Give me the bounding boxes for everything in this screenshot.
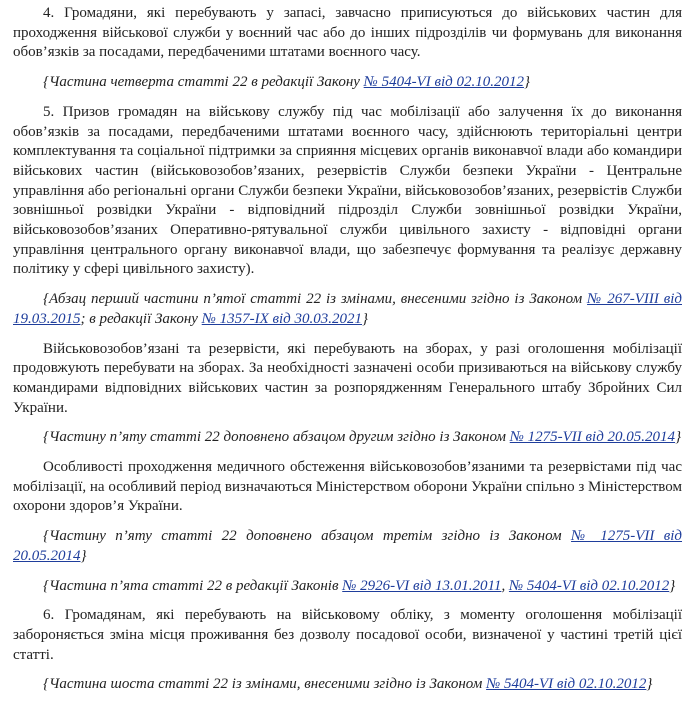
paragraph-part-5: 5. Призов громадян на військову службу під час мобілізації або залучення їх до виконання обов’язків за посадами, передбаченими штатами воєнного часу, здійснюють територіальні центри комплектування та соціальної підтримки за сприяння місцевих органів виконавчої влади або командири військових частин (військовозобов’язаних, резервістів Служби безпеки України - Центральне управління або регіональні органи Служби безпеки України, військовозобов’язаних, резервістів Служби зовнішньої розвідки України - відповідний підрозділ Служби зовнішньої розвідки України, військовозобов’язаних Оперативно-рятувальної служби цивільного захисту - відповідні органи управління центрального органу виконавчої влади, що забезпечує формування та реалізує державну політику у сфері цивільного захисту). bbox=[13, 103, 682, 278]
law-link[interactable]: № 5404-VI від 02.10.2012 bbox=[363, 74, 524, 91]
note-close: } bbox=[80, 547, 87, 564]
paragraph-part-4: 4. Громадяни, які перебувають у запасі, завчасно приписуються до військових частин для проходження військової служби у воєнний час або до інших підрозділів чи формувань для виконання обов’язків за посадами, передбаченими штатами воєнного часу. bbox=[13, 5, 682, 61]
note-close: } bbox=[669, 577, 676, 594]
paragraph-part-5-second: Військовозобов’язані та резервісти, які перебувають на зборах, у разі оголошення мобілізації продовжують перебувати на зборах. За необхідності зазначені особи призиваються на військову службу командирами відповідних військових частин за розпорядженням Генерального штабу Збройних Сил України. bbox=[13, 340, 682, 416]
amendment-note bbox=[13, 577, 682, 597]
note-text: , bbox=[501, 577, 509, 594]
note-text: ; в редакції Закону bbox=[80, 310, 202, 327]
note-close: } bbox=[675, 429, 682, 446]
law-link[interactable]: № 267-VIII від 19.03.2015 bbox=[13, 291, 682, 327]
note-close: } bbox=[646, 676, 653, 693]
paragraph-part-6: 6. Громадянам, які перебувають на військовому обліку, з моменту оголошення мобілізації забороняється зміна місця проживання без дозволу посадової особи, визначеної у частині третій цієї статті. bbox=[13, 607, 682, 663]
paragraph-part-5-third: Особливості проходження медичного обстеження військовозобов’язаними та резервістами під час мобілізації, на особливий період визначаються Міністерством оборони України спільно з Міністерством охорони здоров’я України. bbox=[13, 459, 682, 515]
amendment-note bbox=[13, 290, 682, 329]
law-link[interactable]: № 1357-IX від 30.03.2021 bbox=[201, 310, 363, 327]
note-text: {Частину п’яту статті 22 доповнено абзацом третім згідно із Законом bbox=[43, 528, 572, 545]
note-text: {Частина шоста статті 22 із змінами, внесеними згідно із Законом bbox=[43, 676, 487, 693]
note-close: } bbox=[362, 310, 369, 327]
law-link[interactable]: № 2926-VI від 13.01.2011 bbox=[342, 577, 502, 594]
law-link[interactable]: № 5404-VI від 02.10.2012 bbox=[508, 577, 670, 594]
note-text: {Частину п’яту статті 22 доповнено абзацом другим згідно із Законом bbox=[43, 429, 510, 446]
law-link[interactable]: № 1275-VII від 20.05.2014 bbox=[509, 429, 676, 446]
note-text: {Частина п’ята статті 22 в редакції Законів bbox=[43, 577, 343, 594]
amendment-note bbox=[13, 527, 682, 566]
note-text: {Абзац перший частини п’ятої статті 22 із змінами, внесеними згідно із Законом bbox=[43, 291, 588, 308]
amendment-note bbox=[13, 73, 682, 93]
law-link[interactable]: № 5404-VI від 02.10.2012 bbox=[486, 676, 647, 693]
amendment-note bbox=[13, 428, 682, 448]
law-link[interactable]: № 1275-VII від 20.05.2014 bbox=[13, 528, 683, 564]
note-text: {Частина четверта статті 22 в редакції Закону bbox=[43, 74, 364, 91]
amendment-note bbox=[13, 675, 682, 695]
note-close: } bbox=[523, 74, 530, 91]
